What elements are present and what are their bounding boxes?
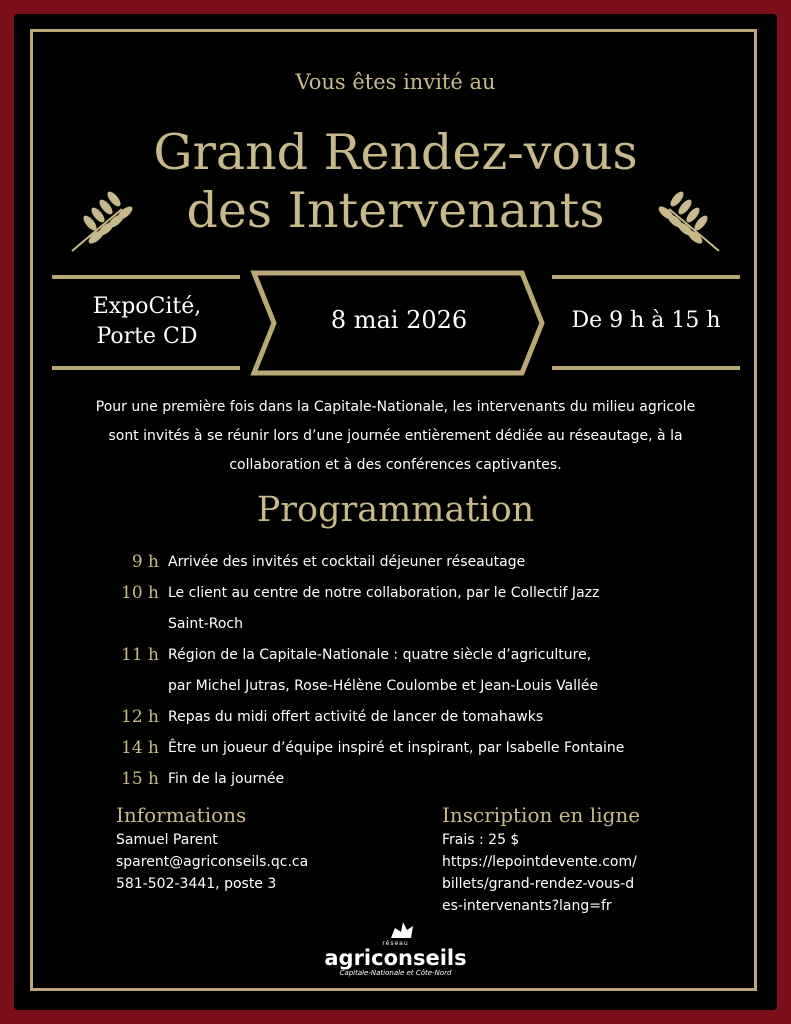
schedule-hour: 11 h: [121, 645, 159, 665]
intro-line: Pour une première fois dans la Capitale-Nationale, les intervenants du milieu agricole: [95, 399, 696, 415]
schedule-row: [94, 640, 734, 702]
event-title-line2: des Intervenants: [186, 182, 605, 239]
band-line-bottom-right: [552, 366, 740, 370]
program-schedule: [94, 547, 734, 795]
schedule-hour: 12 h: [121, 707, 159, 727]
schedule-text: Repas du midi offert activité de lancer de tomahawks: [168, 709, 544, 725]
schedule-row: [94, 733, 734, 764]
logo-small-text: réseau: [382, 940, 409, 947]
contact-email[interactable]: sparent@agriconseils.qc.ca: [116, 854, 309, 870]
schedule-row: [94, 547, 734, 578]
invite-line: Vous êtes invité au: [295, 70, 496, 94]
inscription-url-line[interactable]: https://lepointdevente.com/: [442, 854, 637, 870]
contact-phone: 581-502-3441, poste 3: [116, 876, 277, 892]
schedule-text-cont: Saint-Roch: [168, 616, 244, 632]
intro-line: sont invités à se réunir lors d’une journée entièrement dédiée au réseautage, à la: [108, 428, 683, 444]
location: [54, 292, 240, 352]
schedule-text: Le client au centre de notre collaboration, par le Collectif Jazz: [168, 585, 600, 601]
contact-name: Samuel Parent: [116, 832, 218, 848]
inscription-url-line[interactable]: billets/grand-rendez-vous-d: [442, 876, 635, 892]
schedule-hour: 10 h: [121, 583, 159, 603]
informations-block: [116, 801, 308, 895]
location-line1: ExpoCité,: [92, 294, 202, 319]
inscription-block: [442, 801, 640, 917]
schedule-text: Fin de la journée: [168, 771, 285, 787]
schedule-text-cont: par Michel Jutras, Rose-Hélène Coulombe et Jean-Louis Vallée: [168, 678, 599, 694]
inscription-url-line[interactable]: es-intervenants?lang=fr: [442, 898, 612, 914]
location-line2: Porte CD: [96, 324, 198, 349]
logo-brand: agriconseils: [324, 946, 467, 970]
intro-paragraph: [44, 393, 747, 480]
schedule-text: Arrivée des invités et cocktail déjeuner réseautage: [168, 554, 526, 570]
event-hours: De 9 h à 15 h: [571, 308, 721, 333]
schedule-hour: 9 h: [131, 552, 159, 572]
informations-heading: Informations: [116, 803, 247, 827]
event-title-line1: Grand Rendez-vous: [153, 124, 638, 181]
schedule-text: Région de la Capitale-Nationale : quatre siècle d’agriculture,: [168, 647, 592, 663]
program-title: Programmation: [256, 490, 535, 530]
agriconseils-logo: [14, 920, 777, 977]
wheat-left-icon: [62, 179, 142, 259]
schedule-row: [94, 578, 734, 640]
schedule-row: [94, 702, 734, 733]
band-line-bottom-left: [52, 366, 240, 370]
band-line-top-right: [552, 275, 740, 279]
schedule-row: [94, 764, 734, 795]
inscription-heading: Inscription en ligne: [442, 803, 641, 827]
maple-leaf-icon: [387, 920, 417, 940]
schedule-hour: 14 h: [121, 738, 159, 758]
intro-line: collaboration et à des conférences captivantes.: [229, 457, 562, 473]
inscription-fee: Frais : 25 $: [442, 832, 520, 848]
logo-subtitle: Capitale-Nationale et Côte-Nord: [339, 969, 452, 977]
wheat-right-icon: [649, 179, 729, 259]
schedule-hour: 15 h: [121, 769, 159, 789]
event-date: 8 mai 2026: [330, 306, 468, 334]
schedule-text: Être un joueur d’équipe inspiré et inspirant, par Isabelle Fontaine: [168, 740, 625, 756]
invitation-card: [14, 14, 777, 1010]
band-line-top-left: [52, 275, 240, 279]
